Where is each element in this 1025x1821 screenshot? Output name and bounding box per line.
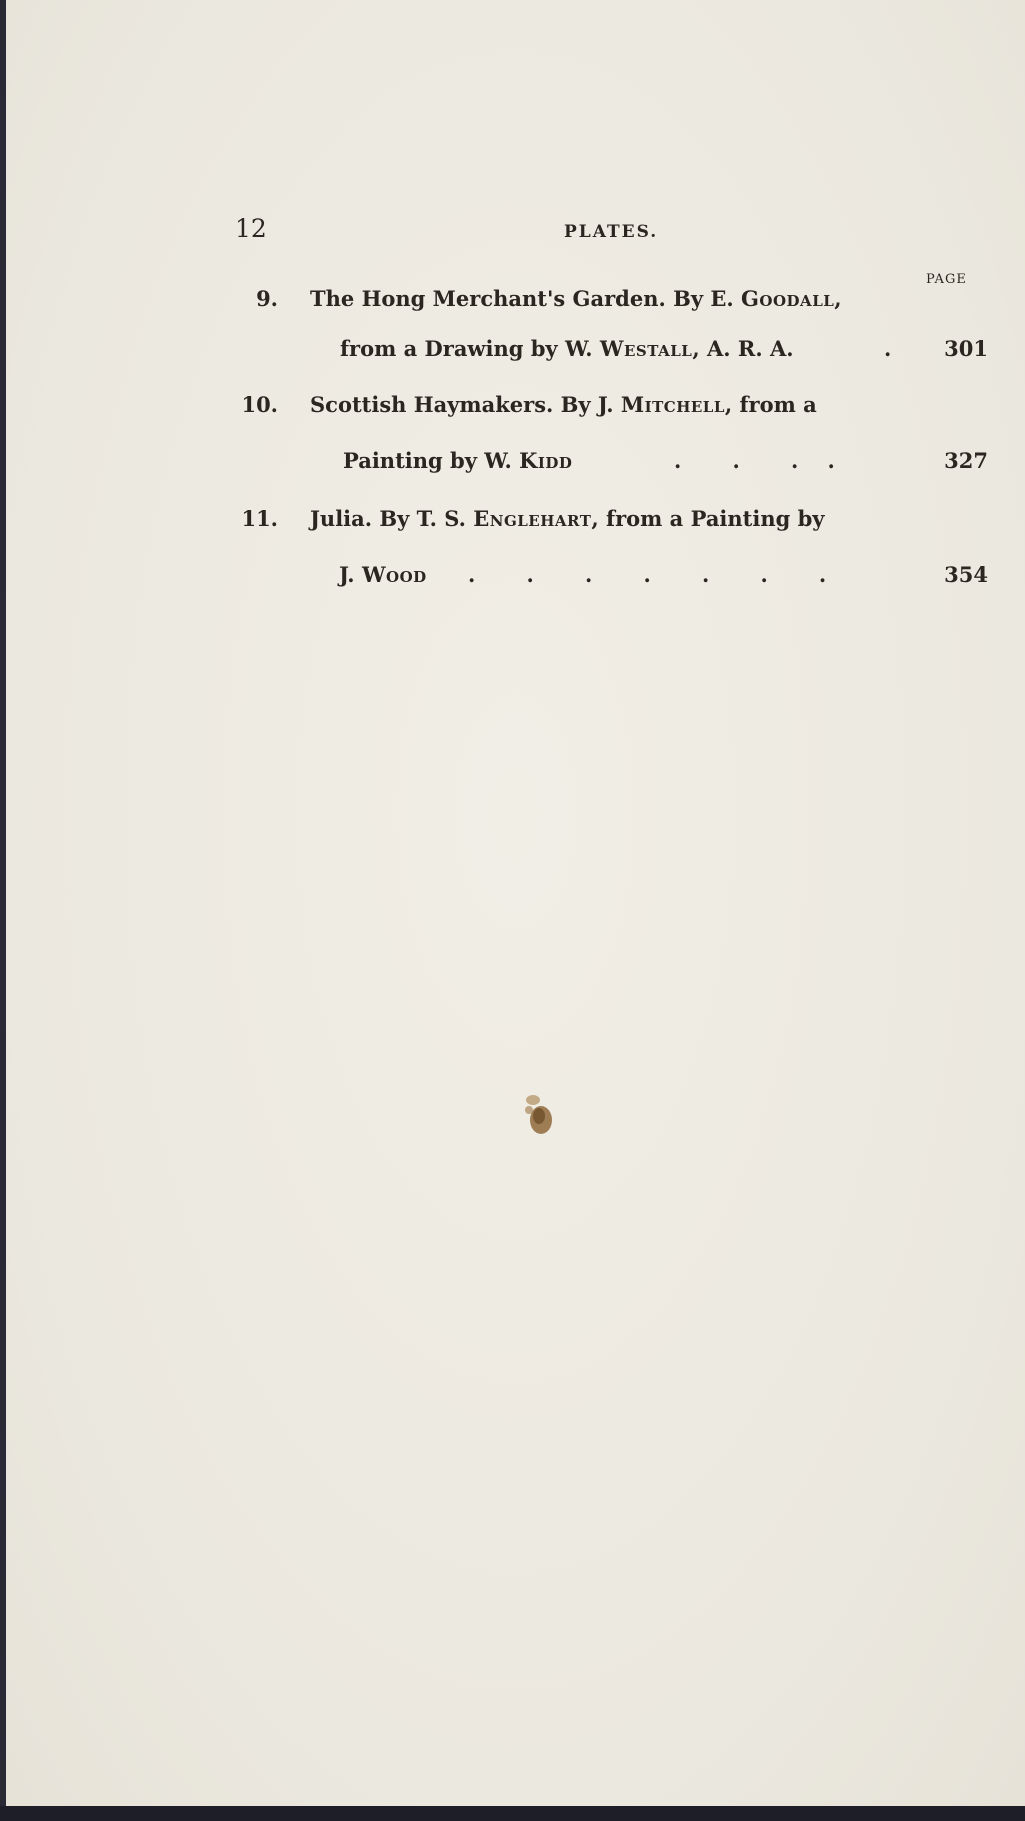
running-head: PLATES.: [564, 222, 659, 242]
plate-title-text: , from a: [724, 392, 817, 417]
scan-bottom-edge: [0, 1806, 1025, 1821]
plate-credit-text: , A. R. A.: [692, 336, 794, 361]
plate-credit-text: from a Drawing by W.: [340, 336, 600, 361]
plate-entry-line: [6, 562, 1025, 596]
plate-credit-line: [339, 562, 427, 587]
engraver-name: Englehart: [473, 506, 592, 531]
plate-credit-line: [343, 448, 572, 473]
plate-credit-text: Painting by W.: [343, 448, 520, 473]
artist-name: Westall: [599, 336, 693, 361]
plate-page-number: 327: [944, 448, 988, 473]
dot-leader: . . . . . . .: [468, 562, 827, 587]
plate-entry-line: [6, 286, 1025, 320]
plate-entry-line: [6, 336, 1025, 370]
plate-page-number: 301: [944, 336, 988, 361]
plate-title-text: Scottish Haymakers. By J.: [310, 392, 621, 417]
plate-credit-text: J.: [339, 562, 362, 587]
plate-entry-line: [6, 392, 1025, 426]
plate-entry-line: [6, 448, 1025, 482]
foxing-stain: [511, 1086, 561, 1146]
plate-number: 10.: [241, 392, 278, 417]
plate-entry-line: [6, 506, 1025, 540]
plate-credit-line: [340, 336, 794, 361]
artist-name: Wood: [361, 562, 427, 587]
book-page: [6, 0, 1025, 1806]
dot-leader: .: [884, 336, 892, 361]
plate-title-text: ,: [834, 286, 842, 311]
plate-title-text: Julia. By T. S.: [310, 506, 474, 531]
engraver-name: Mitchell: [620, 392, 725, 417]
dot-leader: . . . .: [674, 448, 835, 473]
page-number: 12: [235, 214, 267, 243]
plate-title-text: , from a Painting by: [591, 506, 825, 531]
engraver-name: Goodall: [740, 286, 835, 311]
plate-page-number: 354: [944, 562, 988, 587]
plate-title-line: [310, 506, 825, 531]
plate-number: 9.: [256, 286, 278, 311]
page-column-heading: PAGE: [926, 272, 967, 287]
plate-title-text: The Hong Merchant's Garden. By E.: [310, 286, 741, 311]
artist-name: Kidd: [519, 448, 573, 473]
plate-number: 11.: [241, 506, 278, 531]
plate-title-line: [310, 286, 842, 311]
plate-title-line: [310, 392, 817, 417]
